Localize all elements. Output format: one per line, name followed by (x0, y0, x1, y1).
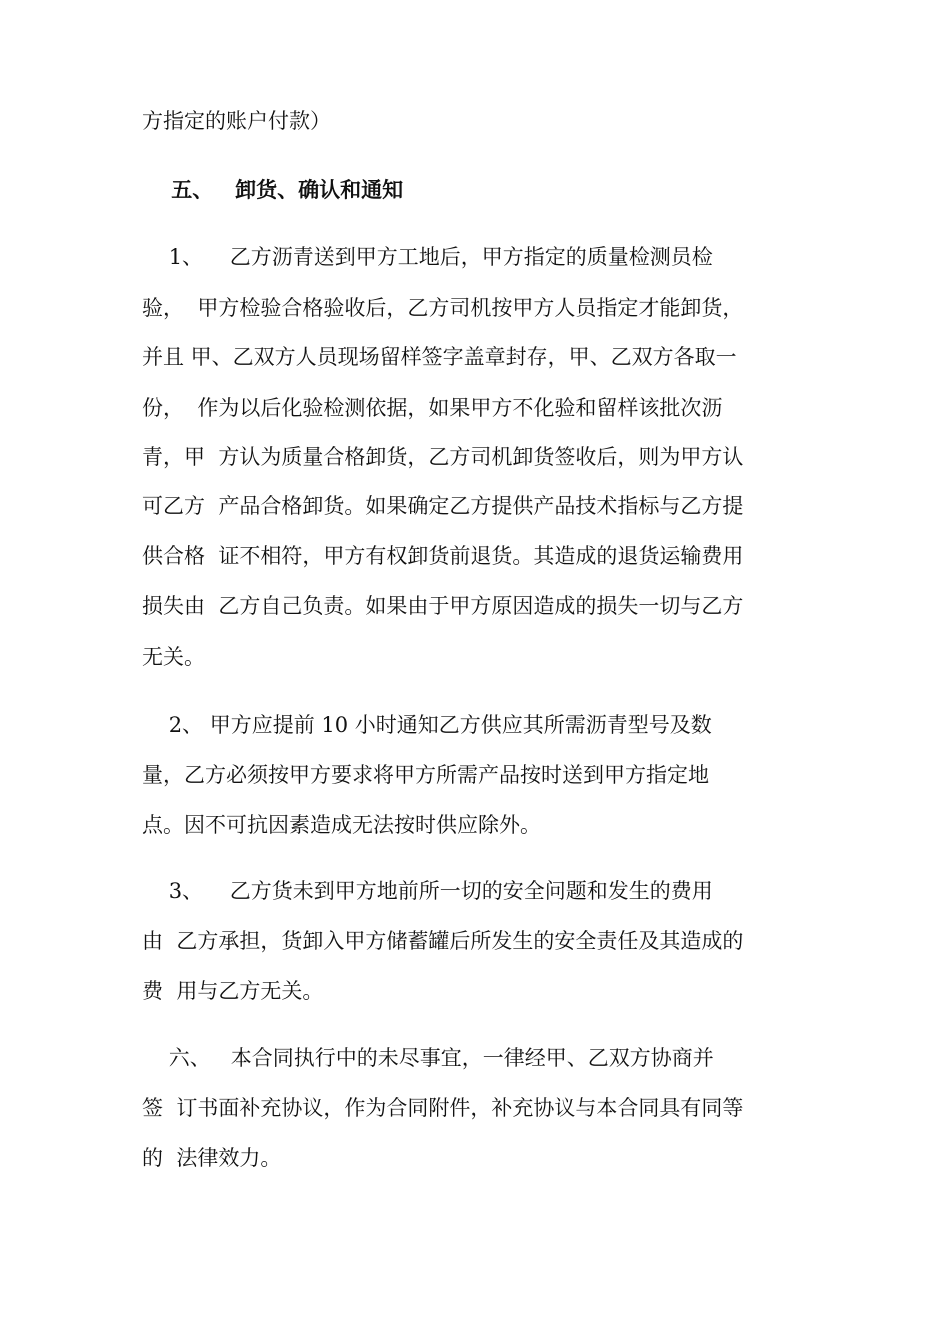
text-line: 青，甲 方认为质量合格卸货，乙方司机卸货签收后，则为甲方认 (142, 445, 744, 469)
text-line: 点。因不可抗因素造成无法按时供应除外。 (142, 813, 541, 837)
text-line: 费 用与乙方无关。 (142, 979, 324, 1003)
text-line: 2、 甲方应提前 10 小时通知乙方供应其所需沥青型号及数 (142, 713, 712, 737)
text-line: 3、 乙方货未到甲方地前所一切的安全问题和发生的费用 (142, 879, 713, 903)
text-line: 由 乙方承担，货卸入甲方储蓄罐后所发生的安全责任及其造成的 (142, 929, 744, 953)
text-line: 六、 本合同执行中的未尽事宜，一律经甲、乙双方协商并 (142, 1046, 714, 1070)
text-line: 的 法律效力。 (142, 1146, 282, 1170)
text-line: 签 订书面补充协议，作为合同附件，补充协议与本合同具有同等 (142, 1096, 744, 1120)
text-line: 量，乙方必须按甲方要求将甲方所需产品按时送到甲方指定地 (142, 763, 709, 787)
text-line: 可乙方 产品合格卸货。如果确定乙方提供产品技术指标与乙方提 (142, 494, 744, 518)
text-line: 份， 作为以后化验检测依据，如果甲方不化验和留样该批次沥 (142, 396, 723, 420)
text-line: 供合格 证不相符，甲方有权卸货前退货。其造成的退货运输费用 (142, 544, 744, 568)
section-heading: 五、 卸货、确认和通知 (142, 177, 404, 202)
text-line: 并且 甲、乙双方人员现场留样签字盖章封存，甲、乙双方各取一 (142, 345, 737, 369)
text-line: 验， 甲方检验合格验收后，乙方司机按甲方人员指定才能卸货， (142, 296, 744, 320)
text-line: 方指定的账户付款） (142, 109, 331, 133)
text-line: 1、 乙方沥青送到甲方工地后，甲方指定的质量检测员检 (142, 245, 713, 269)
text-line: 损失由 乙方自己负责。如果由于甲方原因造成的损失一切与乙方 (142, 594, 744, 618)
text-line: 无关。 (142, 645, 205, 669)
